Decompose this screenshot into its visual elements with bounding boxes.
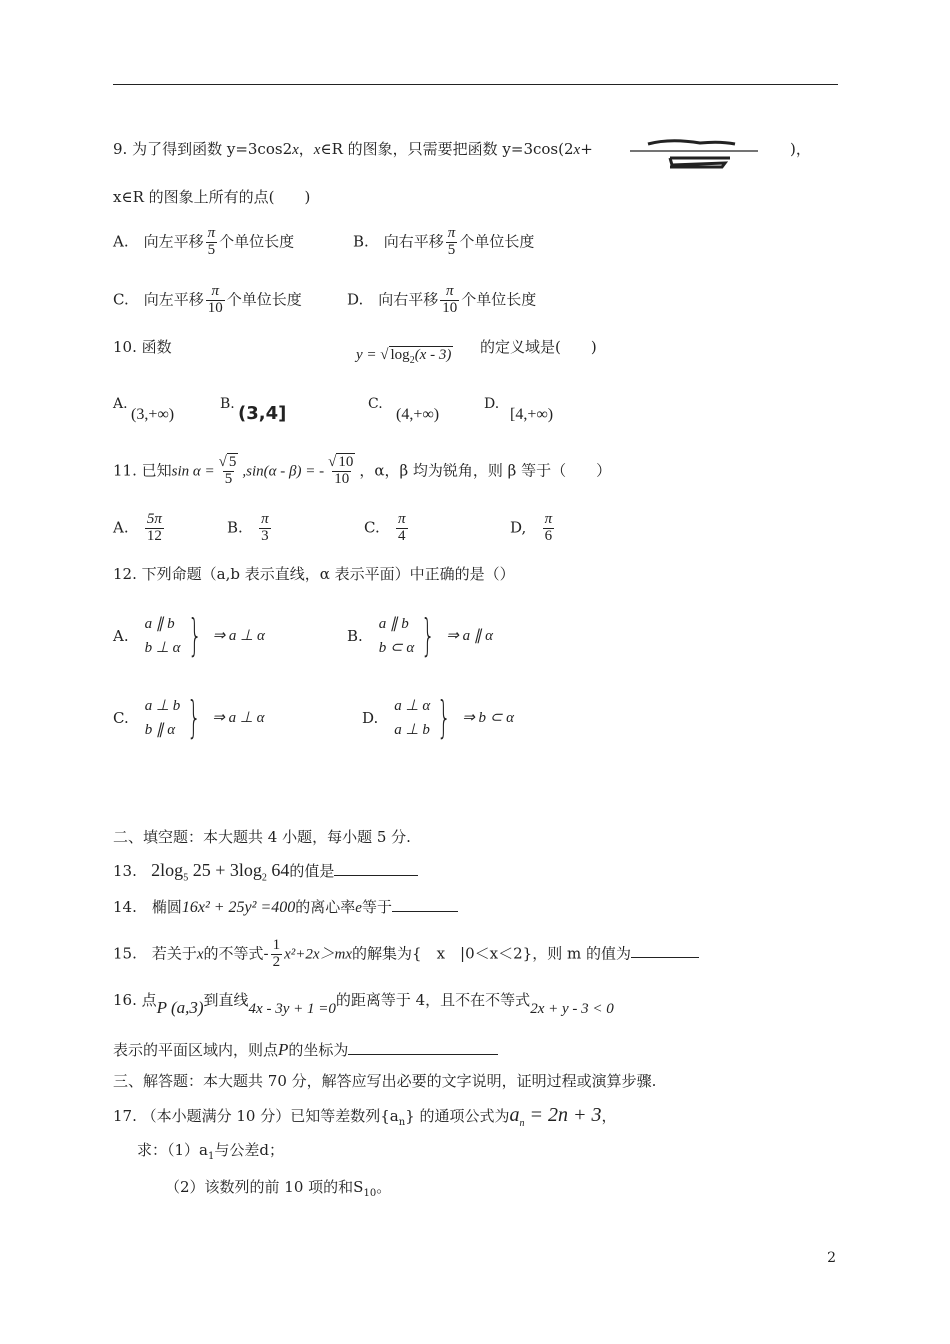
q17-stem-b: } 的通项公式为 [405, 1107, 510, 1125]
q12-a-label: A. [113, 627, 129, 645]
q9-c-den: 10 [207, 299, 223, 316]
q11-frac2-num: √ 10 [328, 454, 354, 470]
q9-option-c [113, 284, 302, 317]
q11-b-num: π [261, 511, 269, 527]
q11-option-d [510, 512, 556, 545]
q10-b-label: B. [220, 396, 235, 412]
q11-a-frac [145, 512, 164, 545]
q11-b-frac [259, 512, 271, 545]
q10-a-label: A. [113, 396, 128, 412]
q16-label: 16. 点 [113, 991, 157, 1009]
q11-option-c [364, 512, 410, 545]
q14-label: 14. 椭圆 [113, 898, 182, 916]
q9-b-den: 5 [447, 241, 456, 258]
q12-c-l1: a ⊥ b [144, 698, 181, 714]
q15-t2: x²+2x＞mx [284, 946, 353, 963]
q16-P: P [278, 1040, 289, 1059]
q9-text-c: ∈R 的图象，只需要把函数 y=3cos(2 [320, 140, 574, 158]
q17-ask: 求：（1）a [137, 1141, 208, 1159]
q11-d-num: π [544, 511, 553, 527]
q13 [113, 860, 418, 885]
q12-c-result: ⇒ a ⊥ α [212, 710, 265, 726]
q14-answer-blank[interactable] [392, 911, 458, 912]
q16-point: P (a,3) [156, 998, 204, 1017]
q9-option-b [353, 226, 534, 259]
q12-a-brace: } [187, 610, 202, 661]
q11-stem-a: 11. 已知 [113, 461, 172, 480]
q12-d-l1: a ⊥ α [394, 698, 431, 714]
header-rule [113, 84, 838, 85]
q10-c-value: (4,+∞) [396, 406, 440, 423]
q12-b-l1: a ∥ b [378, 616, 409, 632]
q12-option-b [347, 612, 493, 660]
q12-d-stack [394, 694, 430, 742]
q9-c-fraction [206, 284, 225, 317]
q12-option-d [362, 694, 514, 742]
q12-c-l2: b ∥ α [144, 722, 176, 738]
q13-base1: 5 [183, 872, 189, 884]
q16-t1: 到直线 [203, 991, 249, 1009]
q14-tail2: 等于 [361, 898, 392, 916]
q14-tail: 的离心率 [295, 898, 356, 916]
q12-c-brace: } [187, 692, 202, 743]
q17-formula-sub: n [519, 1118, 525, 1129]
q15-t3: 的解集为{ x |0＜x＜2}，则 m 的值为 [352, 944, 631, 963]
q11-mid: ,sin(α - β) = - [242, 463, 325, 480]
q12-d-group [362, 694, 514, 742]
q12-c-group [113, 694, 265, 742]
q16-ineq: 2x + y - 3 < 0 [530, 1001, 614, 1017]
q9-x3: x [573, 142, 581, 158]
q11-stem [113, 455, 611, 488]
q12-option-c [113, 694, 265, 742]
q17-part2-sub: 10 [363, 1188, 377, 1199]
q12-option-a [113, 612, 265, 660]
q12-d-l2: a ⊥ b [394, 722, 430, 738]
q11-frac1-den: 5 [224, 470, 233, 487]
q17-stem-a: 17. （本小题满分 10 分）已知等差数列{a [113, 1107, 399, 1125]
q12-a-l2: b ⊥ α [144, 640, 181, 656]
q14-expr: 16x² + 25y² =400 [181, 899, 296, 916]
q17-formula-a: a [509, 1104, 520, 1126]
q11-c-frac [396, 512, 408, 545]
q9-b-num: π [447, 225, 456, 241]
q9-a-prefix: A. 向左平移 [113, 232, 204, 251]
q9-a-den: 5 [207, 241, 216, 258]
q11-frac2-den: 10 [334, 470, 350, 487]
q11-frac1 [217, 455, 241, 488]
q9-b-fraction [446, 226, 458, 259]
q10-b-value: (3,4] [238, 403, 287, 424]
q13-mid: 25 + 3log [188, 860, 262, 880]
q11-d-label: D, [510, 518, 527, 537]
q11-frac1-num: √ 5 [218, 454, 237, 470]
q13-label: 13. [113, 862, 137, 880]
q17-formula [509, 1104, 602, 1129]
q10-radicand [389, 346, 454, 366]
q17-ask-sub: 1 [208, 1151, 215, 1162]
q9-d-suffix: 个单位长度 [461, 290, 537, 309]
q13-tail: 的值是 [289, 862, 335, 880]
q9-c-num: π [211, 283, 219, 299]
q9-option-d [347, 284, 536, 317]
q9-x: x [292, 142, 299, 158]
q9-text-a: 9. 为了得到函数 y=3cos2 [113, 140, 293, 158]
q14-e: e [355, 900, 362, 916]
q11-d-frac [543, 512, 555, 545]
q11-sin: sin α = [171, 463, 215, 480]
q10-log: log [390, 347, 410, 363]
q10-formula [356, 346, 453, 367]
q11-c-num: π [398, 511, 406, 527]
q15-answer-blank[interactable] [631, 957, 699, 958]
q10-log-arg: (x - 3) [414, 347, 452, 363]
q15-frac-num: 1 [272, 937, 281, 953]
q11-tail: ，α，β 均为锐角，则 β 等于（ ） [359, 461, 612, 480]
q11-option-a [113, 512, 166, 545]
q9-text-d: + [580, 140, 593, 158]
q12-c-label: C. [113, 709, 129, 727]
q9-c-prefix: C. 向左平移 [113, 290, 204, 309]
q16-line2 [113, 1040, 498, 1060]
q17-part2 [165, 1178, 391, 1200]
q12-d-label: D. [362, 709, 379, 727]
q15-label: 15. 若关于 [113, 944, 197, 963]
q10-tail: 的定义域是( ) [480, 338, 597, 356]
q15-frac-den: 2 [272, 953, 281, 970]
q11-sqrt5: 5 [228, 454, 237, 470]
q10-d-label: D. [484, 396, 500, 412]
q13-expr [151, 860, 290, 884]
section-3-heading: 三、解答题：本大题共 70 分，解答应写出必要的文字说明，证明过程或演算步骤. [113, 1072, 657, 1090]
q16-line2-a: 表示的平面区域内，则点 [113, 1041, 279, 1059]
q16-line1 [113, 990, 614, 1017]
q12-d-result: ⇒ b ⊂ α [462, 710, 514, 726]
q12-a-group [113, 612, 265, 660]
q9-a-num: π [207, 225, 216, 241]
q11-a-den: 12 [146, 527, 162, 544]
q10-stem: 10. 函数 [113, 338, 172, 356]
q9-b-prefix: B. 向右平移 [353, 232, 444, 251]
q16-line: 4x - 3y + 1 =0 [248, 1001, 336, 1017]
q14 [113, 898, 458, 917]
q10-a-value: (3,+∞) [131, 406, 175, 423]
q10-sqrt-symbol: √ [380, 347, 389, 363]
q15-t1: 的不等式- [203, 944, 269, 963]
q17-part2-end: 。 [376, 1178, 392, 1196]
q10-c-label: C. [368, 396, 383, 412]
q9-a-fraction [206, 226, 218, 259]
q9-option-a [113, 226, 294, 259]
q17-stem [113, 1103, 617, 1130]
q9-line1-end: )， [790, 140, 811, 158]
q9-c-suffix: 个单位长度 [226, 290, 302, 309]
q9-d-fraction [440, 284, 459, 317]
q12-stem: 12. 下列命题（a,b 表示直线，α 表示平面）中正确的是（） [113, 565, 515, 583]
q12-a-stack [145, 612, 181, 660]
q11-sqrt10: 10 [338, 454, 354, 470]
q16-line2-b: 的坐标为 [288, 1041, 349, 1059]
q12-d-brace: } [437, 692, 452, 743]
q9-line2: x∈R 的图象上所有的点( ) [113, 188, 311, 206]
q9-d-den: 10 [442, 299, 458, 316]
q17-part2-text: （2）该数列的前 10 项的和S [165, 1178, 364, 1196]
q12-b-l2: b ⊂ α [378, 640, 415, 656]
q12-b-result: ⇒ a ∥ α [446, 628, 493, 644]
q12-b-label: B. [347, 627, 363, 645]
q17-stem-sub: n [398, 1117, 406, 1128]
q13-end: 64 [266, 860, 290, 880]
q11-b-label: B. [227, 518, 243, 537]
q17-part1 [137, 1141, 284, 1163]
q10-lhs: y = [356, 347, 377, 363]
q11-d-den: 6 [544, 527, 553, 544]
q12-a-l1: a ∥ b [144, 616, 175, 632]
q15-x: x [196, 946, 204, 963]
q11-a-label: A. [113, 518, 129, 537]
q15-frac [271, 938, 283, 971]
q17-formula-end: ， [601, 1107, 617, 1125]
q16-t2: 的距离等于 4，且不在不等式 [335, 991, 531, 1009]
q17-formula-rhs: = 2n + 3 [524, 1104, 602, 1126]
q12-b-group [347, 612, 493, 660]
q11-a-num: 5π [146, 511, 162, 527]
q10-d-value: [4,+∞) [510, 406, 554, 423]
q12-a-result: ⇒ a ⊥ α [212, 628, 265, 644]
q11-c-den: 4 [398, 527, 406, 544]
q17-ask-tail: 与公差d； [214, 1141, 284, 1159]
q12-b-brace: } [421, 610, 436, 661]
q9-d-prefix: D. 向右平移 [347, 290, 439, 309]
q13-log1: 2log [151, 860, 184, 880]
q16-answer-blank[interactable] [348, 1054, 498, 1055]
q9-b-suffix: 个单位长度 [459, 232, 535, 251]
q9-fraction-image [630, 134, 760, 170]
q10-log-base: 2 [409, 355, 415, 366]
q9-text-b: ， [298, 140, 314, 158]
q9-a-suffix: 个单位长度 [219, 232, 295, 251]
q9-line1 [113, 140, 593, 159]
q13-base2: 2 [261, 872, 267, 884]
q9-x2: x [313, 142, 321, 158]
page-number: 2 [827, 1250, 836, 1266]
q11-b-den: 3 [261, 527, 269, 544]
q9-d-num: π [446, 283, 454, 299]
q11-c-label: C. [364, 518, 380, 537]
q11-frac2 [326, 455, 357, 488]
q11-option-b [227, 512, 273, 545]
q12-b-stack [379, 612, 414, 660]
q12-c-stack [145, 694, 181, 742]
section-2-heading: 二、填空题：本大题共 4 小题，每小题 5 分. [113, 828, 411, 846]
q13-answer-blank[interactable] [334, 875, 418, 876]
q15 [113, 938, 699, 971]
